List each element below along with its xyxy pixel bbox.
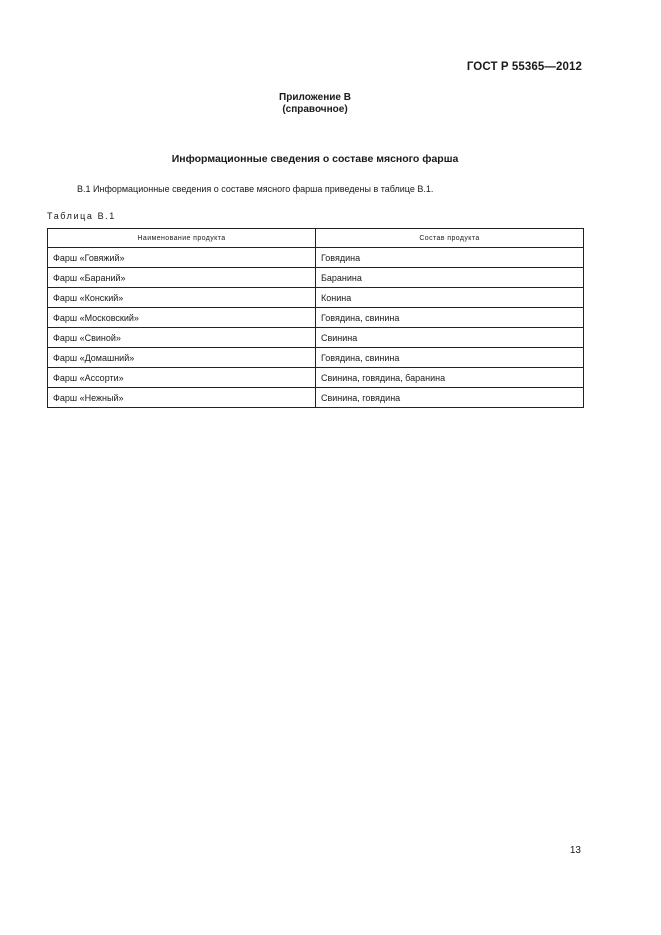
table-row bbox=[48, 368, 584, 388]
product-composition-cell: Говядина, свинина bbox=[316, 308, 584, 328]
product-composition-cell: Свинина, говядина bbox=[316, 388, 584, 408]
table-row bbox=[48, 348, 584, 368]
table-row bbox=[48, 268, 584, 288]
product-name-cell: Фарш «Бараний» bbox=[48, 268, 316, 288]
product-name-cell: Фарш «Нежный» bbox=[48, 388, 316, 408]
table-row bbox=[48, 328, 584, 348]
product-name-cell: Фарш «Московский» bbox=[48, 308, 316, 328]
product-composition-cell: Свинина bbox=[316, 328, 584, 348]
header-product-name: Наименование продукта bbox=[48, 229, 316, 248]
section-title: Информационные сведения о составе мясного фарша bbox=[171, 153, 459, 165]
product-name-cell: Фарш «Говяжий» bbox=[48, 248, 316, 268]
table-caption: Таблица В.1 bbox=[47, 211, 116, 221]
table-row bbox=[48, 288, 584, 308]
product-composition-cell: Баранина bbox=[316, 268, 584, 288]
page-number: 13 bbox=[569, 845, 581, 856]
table-row bbox=[48, 248, 584, 268]
composition-table bbox=[47, 228, 584, 408]
appendix-title: Приложение В bbox=[279, 92, 351, 103]
table-header-row bbox=[48, 229, 584, 248]
product-composition-cell: Говядина bbox=[316, 248, 584, 268]
product-composition-cell: Говядина, свинина bbox=[316, 348, 584, 368]
header-product-composition: Состав продукта bbox=[316, 229, 584, 248]
product-composition-cell: Свинина, говядина, баранина bbox=[316, 368, 584, 388]
product-name-cell: Фарш «Домашний» bbox=[48, 348, 316, 368]
product-name-cell: Фарш «Ассорти» bbox=[48, 368, 316, 388]
appendix-type: (справочное) bbox=[282, 104, 348, 115]
product-name-cell: Фарш «Свиной» bbox=[48, 328, 316, 348]
section-paragraph: В.1 Информационные сведения о составе мясного фарша приведены в таблице В.1. bbox=[77, 184, 434, 194]
standard-number: ГОСТ Р 55365—2012 bbox=[466, 61, 582, 73]
table-row bbox=[48, 308, 584, 328]
table-row bbox=[48, 388, 584, 408]
product-composition-cell: Конина bbox=[316, 288, 584, 308]
product-name-cell: Фарш «Конский» bbox=[48, 288, 316, 308]
appendix-heading bbox=[0, 92, 630, 116]
